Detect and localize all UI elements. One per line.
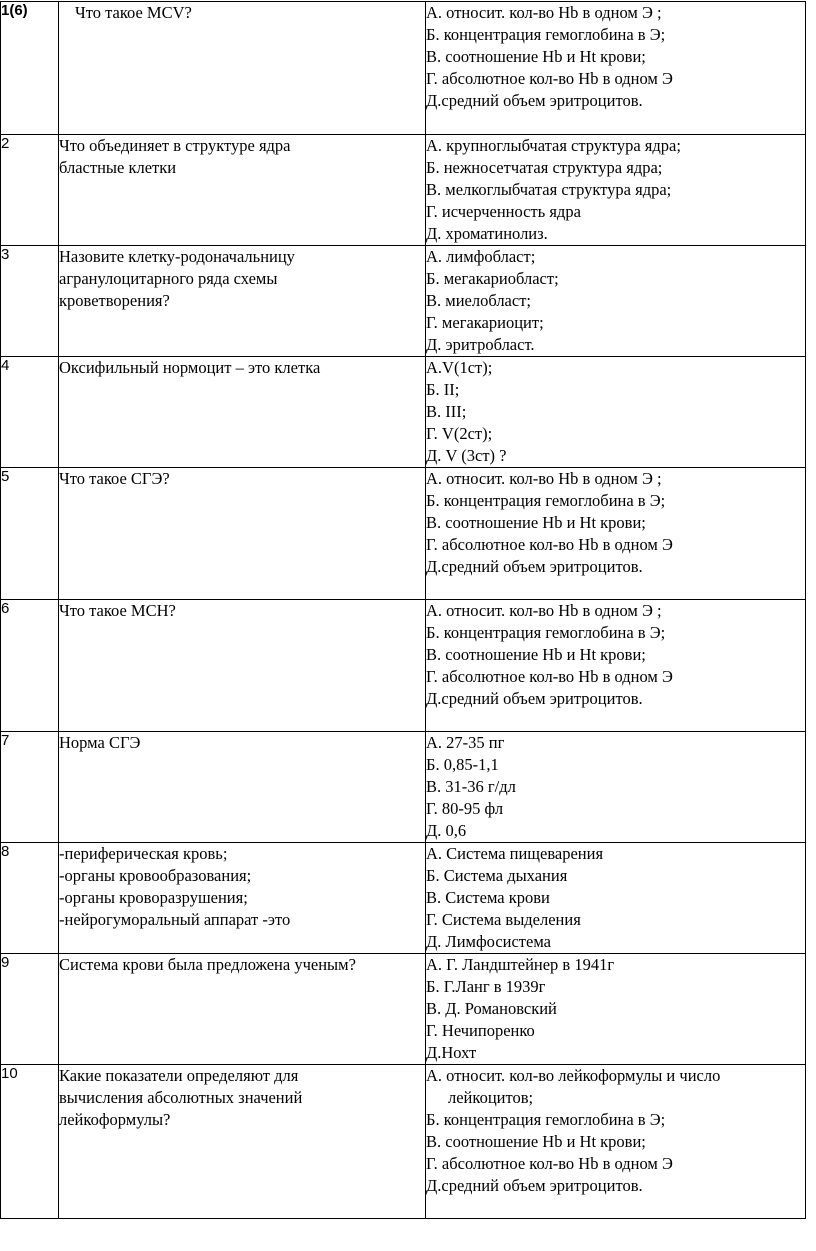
answer-option: А. 27-35 пг (426, 733, 505, 752)
question-row (1, 732, 806, 843)
question-number: 7 (1, 732, 59, 843)
question-text (59, 246, 426, 357)
question-number: 1(6) (1, 2, 59, 135)
answer-option: А. относит. кол-во Hb в одном Э ; (426, 601, 662, 620)
answer-option: Г. абсолютное кол-во Hb в одном Э (426, 535, 673, 554)
answer-option: Б. Система дыхания (426, 866, 568, 885)
answer-option: Г. 80-95 фл (426, 799, 504, 818)
question-text (59, 468, 426, 600)
answer-option: Г. абсолютное кол-во Hb в одном Э (426, 667, 673, 686)
answer-option: А. крупноглыбчатая структура ядра; (426, 136, 681, 155)
answer-option: А. Г. Ландштейнер в 1941г (426, 955, 615, 974)
question-number: 8 (1, 843, 59, 954)
answer-option: Г. исчерченность ядра (426, 202, 581, 221)
answer-options (426, 600, 806, 732)
answer-option: Б. 0,85-1,1 (426, 755, 499, 774)
answer-option: В. Система крови (426, 888, 550, 907)
answer-options (426, 357, 806, 468)
answer-option: Г. V(2ст); (426, 424, 493, 443)
answer-option: Д.средний объем эритроцитов. (426, 1176, 643, 1195)
question-row (1, 357, 806, 468)
question-line: Норма СГЭ (59, 733, 141, 752)
answer-option: В. соотношение Hb и Ht крови; (426, 47, 646, 66)
answer-option: Г. абсолютное кол-во Hb в одном Э (426, 1154, 673, 1173)
question-line: Назовите клетку-родоначальницу (59, 247, 295, 266)
answer-option: В. 31-36 г/дл (426, 777, 516, 796)
quiz-table (0, 1, 806, 1219)
answer-option: Д.средний объем эритроцитов. (426, 91, 643, 110)
question-number: 4 (1, 357, 59, 468)
answer-options (426, 246, 806, 357)
answer-option: В. Д. Романовский (426, 999, 557, 1018)
question-line: Что объединяет в структуре ядра (59, 136, 291, 155)
answer-options (426, 2, 806, 135)
answer-options (426, 468, 806, 600)
question-row (1, 246, 806, 357)
question-number: 6 (1, 600, 59, 732)
answer-option: В. миелобласт; (426, 291, 531, 310)
answer-option: Д. эритробласт. (426, 335, 535, 354)
answer-option: В. соотношение Hb и Ht крови; (426, 513, 646, 532)
answer-option: Б. II; (426, 380, 460, 399)
question-text (59, 357, 426, 468)
question-text (59, 732, 426, 843)
question-line: -периферическая кровь; (59, 844, 228, 863)
question-row (1, 954, 806, 1065)
question-text (59, 1065, 426, 1219)
question-row (1, 1065, 806, 1219)
answer-option: В. III; (426, 402, 467, 421)
question-text (59, 135, 426, 246)
question-line: вычисления абсолютных значений (59, 1088, 303, 1107)
question-number: 2 (1, 135, 59, 246)
answer-option: А. лимфобласт; (426, 247, 536, 266)
answer-option: В. соотношение Hb и Ht крови; (426, 645, 646, 664)
answer-option: А. Система пищеварения (426, 844, 604, 863)
answer-option: Б. мегакариобласт; (426, 269, 559, 288)
answer-option: Д.Нохт (426, 1043, 477, 1062)
question-text (59, 843, 426, 954)
answer-option: В. соотношение Hb и Ht крови; (426, 1132, 646, 1151)
answer-options (426, 1065, 806, 1219)
question-text (59, 600, 426, 732)
question-number: 9 (1, 954, 59, 1065)
question-number: 5 (1, 468, 59, 600)
answer-option: А. относит. кол-во Hb в одном Э ; (426, 3, 662, 22)
question-line: -органы крoворазрушения; (59, 888, 248, 907)
question-row (1, 135, 806, 246)
answer-option: Б. концентрация гемоглобина в Э; (426, 491, 666, 510)
question-row (1, 2, 806, 135)
question-number: 3 (1, 246, 59, 357)
question-text (59, 2, 426, 135)
question-line: Что такое МСН? (59, 601, 176, 620)
answer-option: Д. Лимфосистема (426, 932, 551, 951)
answer-option: Д. хроматинолиз. (426, 224, 548, 243)
question-line: Система крови была предложена ученым? (59, 955, 356, 974)
question-line: кроветворения? (59, 291, 170, 310)
question-line: Что такое MCV? (75, 3, 192, 22)
question-text (59, 954, 426, 1065)
answer-option: Г. абсолютное кол-во Hb в одном Э (426, 69, 673, 88)
question-line: Оксифильный нормоцит – это клетка (59, 358, 321, 377)
answer-option: А. относит. кол-во лейкоформулы и число лейкоцитов; (426, 1066, 721, 1107)
answer-options (426, 732, 806, 843)
answer-option: Д. 0,6 (426, 821, 467, 840)
answer-option: Б. концентрация гемоглобина в Э; (426, 623, 666, 642)
answer-option: Г. Система выделения (426, 910, 581, 929)
answer-option: Б. концентрация гемоглобина в Э; (426, 25, 666, 44)
answer-option: А. относит. кол-во Hb в одном Э ; (426, 469, 662, 488)
answer-option: Б. Г.Ланг в 1939г (426, 977, 546, 996)
answer-option: Д.средний объем эритроцитов. (426, 689, 643, 708)
answer-option: В. мелкоглыбчатая структура ядра; (426, 180, 672, 199)
quiz-table-body (1, 2, 806, 1219)
question-line: агранулоцитарного ряда схемы (59, 269, 278, 288)
question-line: бластные клетки (59, 158, 177, 177)
question-row (1, 843, 806, 954)
question-row (1, 600, 806, 732)
question-line: -нейрогуморальный аппарат -это (59, 910, 291, 929)
answer-option: Д. V (3ст) ? (426, 446, 507, 465)
answer-option: Г. мегакариоцит; (426, 313, 544, 332)
question-line: -органы кровообразования; (59, 866, 252, 885)
answer-options (426, 135, 806, 246)
answer-option: Б. концентрация гемоглобина в Э; (426, 1110, 666, 1129)
answer-option: Г. Нечипоренко (426, 1021, 535, 1040)
answer-options (426, 843, 806, 954)
question-line: лейкоформулы? (59, 1110, 171, 1129)
question-line: Что такое СГЭ? (59, 469, 170, 488)
question-row (1, 468, 806, 600)
question-line: Какие показатели определяют для (59, 1066, 299, 1085)
answer-option: Д.средний объем эритроцитов. (426, 557, 643, 576)
answer-options (426, 954, 806, 1065)
question-number: 10 (1, 1065, 59, 1219)
answer-option: А.V(1ст); (426, 358, 493, 377)
answer-option: Б. нежносетчатая структура ядра; (426, 158, 663, 177)
